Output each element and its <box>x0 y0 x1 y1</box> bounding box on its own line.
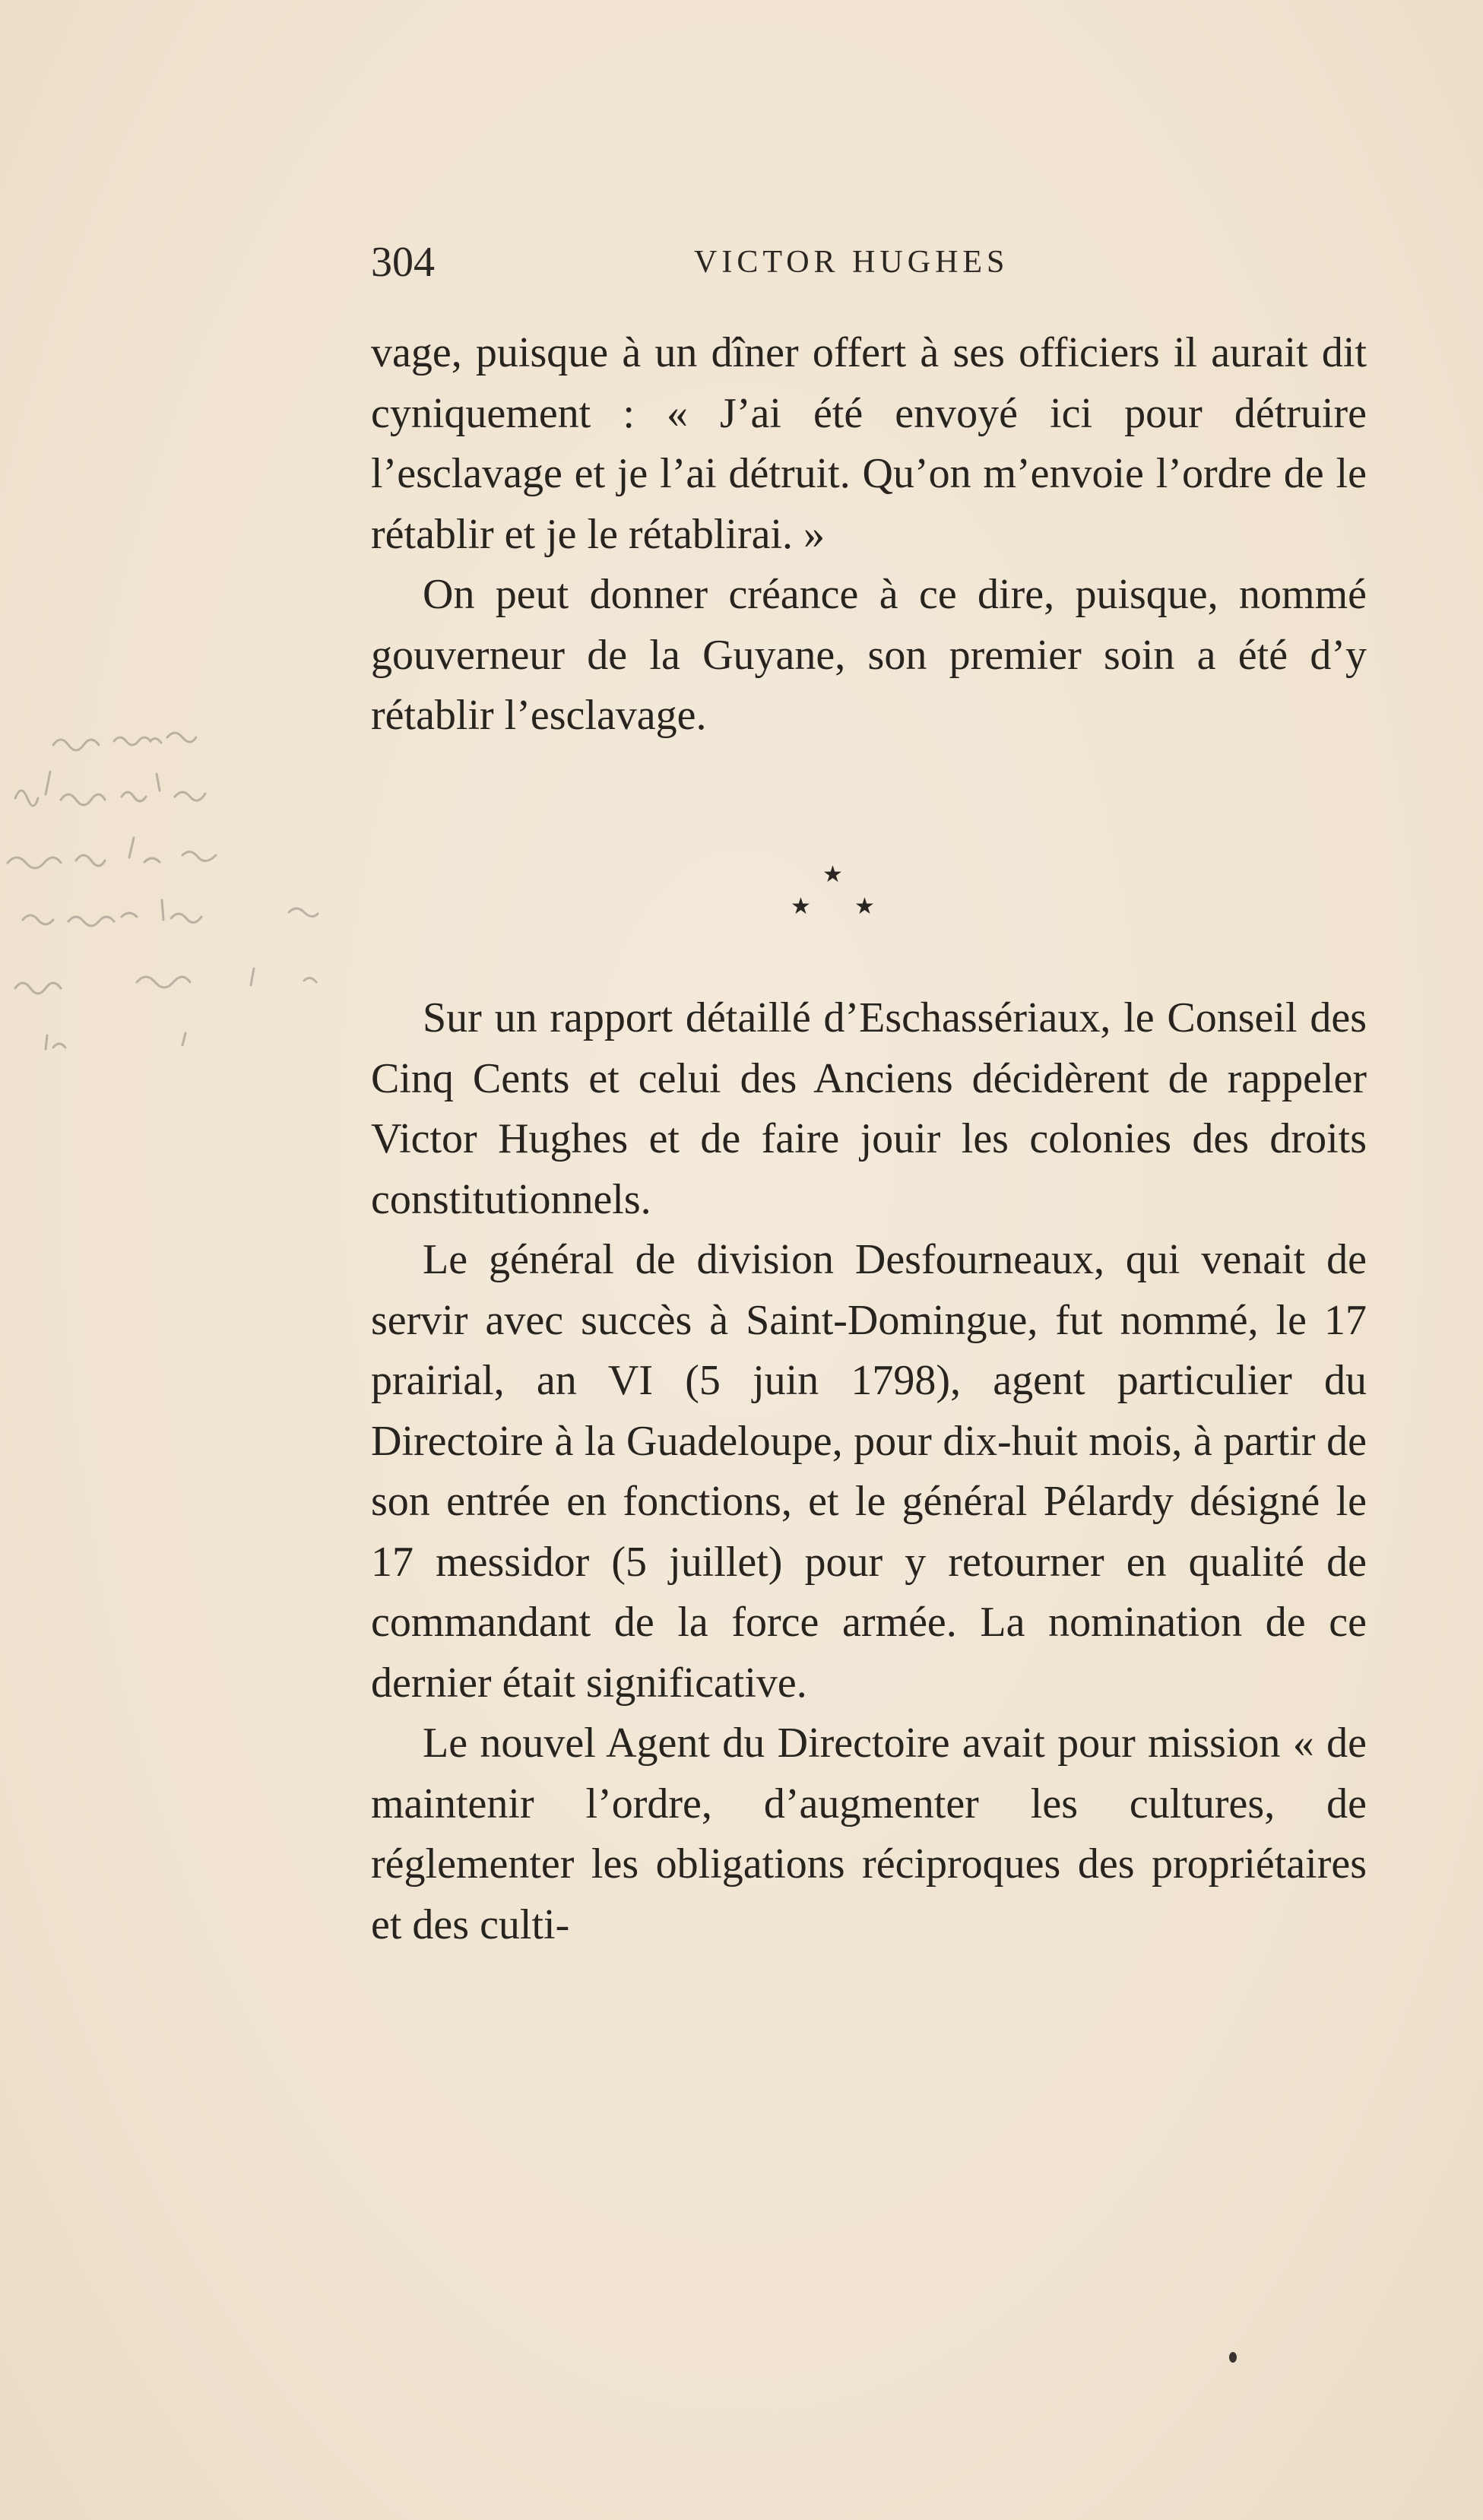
page-number: 304 <box>371 239 435 286</box>
paragraph: On peut donner créance à ce dire, puisque, nommé gouverneur de la Guyane, son premier soin a été d’y rétablir l’esclavage. <box>371 571 1367 739</box>
paragraph: Le général de division Desfourneaux, qui venait de servir avec succès à Saint-Domingue, fut nommé, le 17 prairial, an VI (5 juin 1798), agent particulier du Directoire à la Guadeloupe, pour dix-huit mois, à partir de son entrée en fonctions, et le général Pélardy désigné le 17 messidor (5 juillet) pour y retourner en qualité de commandant de la force armée. La nomination de ce dernier était significative. <box>371 1236 1367 1707</box>
asterism-star-icon: ★ <box>822 861 843 888</box>
paragraph: vage, puisque à un dîner offert à ses officiers il aurait dit cyniquement : « J’ai été envoyé ici pour détruire l’esclavage et je l’ai détruit. Qu’on m’envoie l’ordre de le rétablir et je le rétablirai. » <box>371 329 1367 558</box>
text-block-top <box>371 323 1367 746</box>
paragraph: Sur un rapport détaillé d’Eschassériaux, le Conseil des Cinq Cents et celui des Anciens décidèrent de rappeler Victor Hughes et de faire jouir les colonies des droits constitutionnels. <box>371 994 1367 1223</box>
asterism-star-icon: ★ <box>791 893 811 920</box>
asterism-section-break <box>791 857 874 941</box>
running-head: VICTOR HUGHES <box>694 245 1009 280</box>
ink-speck <box>1229 2352 1237 2363</box>
text-block-bottom <box>371 988 1367 1955</box>
paragraph: Le nouvel Agent du Directoire avait pour mission « de maintenir l’ordre, d’augmenter les cultures, de réglementer les obligations réciproques des propriétaires et des culti- <box>371 1720 1367 1948</box>
asterism-star-icon: ★ <box>854 893 875 920</box>
page-header <box>371 232 1367 293</box>
margin-pencil-marks <box>0 699 365 1079</box>
